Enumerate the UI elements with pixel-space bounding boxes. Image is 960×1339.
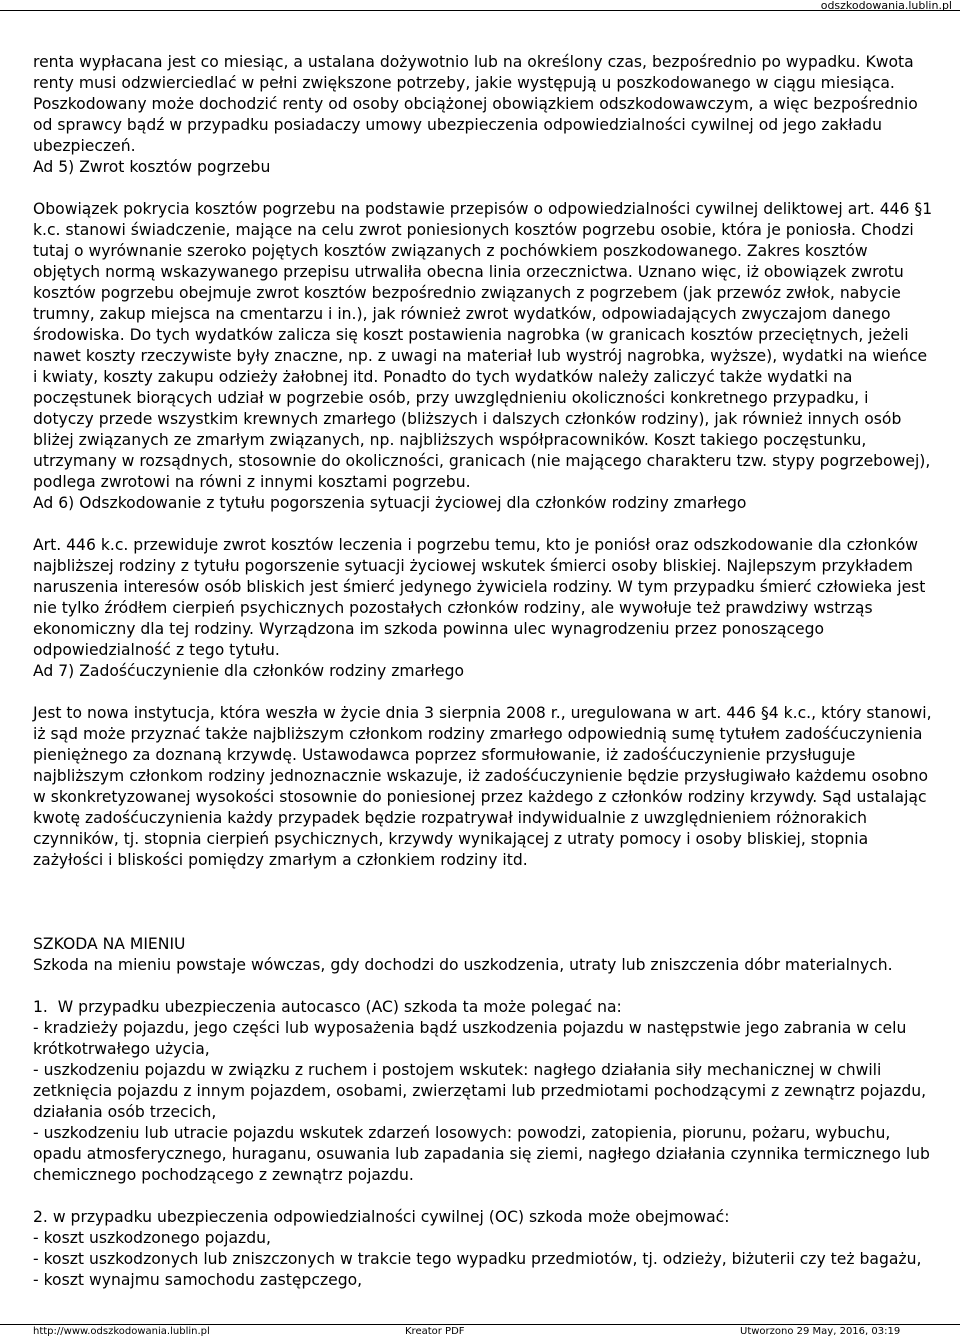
spacer (33, 178, 933, 199)
spacer (33, 871, 933, 913)
spacer (33, 976, 933, 997)
list-item: - uszkodzeniu pojazdu w związku z ruchem i postojem wskutek: nagłego działania siły mechanicznej w chwili zetknięcia pojazdu z innym pojazdem, osobami, zwierzętami lub przedmiotami pochodzącymi z zewnątrz pojazdu, działania osób trzecich, (33, 1061, 932, 1121)
paragraph: renta wypłacana jest co miesiąc, a ustalana dożywotnio lub na określony czas, bezpośrednio po wypadku. Kwota renty musi odzwierciedlać w pełni zwiększone potrzeby, jakie występują u poszkodowanego w ciągu miesiąca. Poszkodowany może dochodzić renty od osoby obciążonej obowiązkiem odszkodowawczym, a więc bezpośrednio od sprawcy bądź w przypadku posiadaczy umowy ubezpieczenia odpowiedzialności cywilnej od jego zakładu ubezpieczeń. (33, 53, 923, 155)
list-item: - kradzieży pojazdu, jego części lub wyposażenia bądź uszkodzenia pojazdu w następstwie jego zabrania w celu krótkotrwałego użycia, (33, 1019, 912, 1058)
footer-generator: Kreator PDF (405, 1326, 465, 1337)
spacer (33, 514, 933, 535)
header-site-name: odszkodowania.lublin.pl (820, 0, 952, 12)
list-item: - koszt uszkodzonego pojazdu, (33, 1229, 271, 1247)
list-heading: 1. W przypadku ubezpieczenia autocasco (AC) szkoda ta może polegać na: (33, 998, 622, 1016)
paragraph: Jest to nowa instytucja, która weszła w życie dnia 3 sierpnia 2008 r., uregulowana w art. 446 §4 k.c., który stanowi, iż sąd może przyznać także najbliższym członkom rodziny zmarłego odpowiednią sumę tytułem zadośćuczynienia pieniężnego za doznaną krzywdę. Ustawodawca poprzez sformułowanie, iż zadośćuczynienie przysługuje najbliższym członkom rodziny jednoznacznie wskazuje, iż zadośćuczynienie będzie przysługiwało każdemu osobno w skonkretyzowanej wysokości stosownie do poniesionej przez każdego z członków rodziny krzywdy. Sąd ustalając kwotę zadośćuczynienia każdy przypadek będzie rozpatrywał indywidualnie z uwzględnieniem różnorakich czynników, tj. stopnia cierpień psychicznych, krzywdy wynikającej z utraty pomocy i osoby bliskiej, stopnia zażyłości i bliskości pomiędzy zmarłym a członkiem rodziny itd. (33, 704, 937, 869)
list-heading: 2. w przypadku ubezpieczenia odpowiedzialności cywilnej (OC) szkoda może obejmować: (33, 1208, 730, 1226)
spacer (33, 682, 933, 703)
section-heading: SZKODA NA MIENIU (33, 935, 186, 953)
spacer (33, 1186, 933, 1207)
section-heading: Ad 5) Zwrot kosztów pogrzebu (33, 158, 271, 176)
section-heading: Ad 7) Zadośćuczynienie dla członków rodziny zmarłego (33, 662, 465, 680)
paragraph: Obowiązek pokrycia kosztów pogrzebu na podstawie przepisów o odpowiedzialności cywilnej deliktowej art. 446 §1 k.c. stanowi świadczenie, mające na celu zwrot poniesionych kosztów pogrzebu osobie, która je poniosła. Chodzi tutaj o wyrównanie szeroko pojętych kosztów związanych z pochówkiem poszkodowanego. Zakres kosztów objętych normą wskazywanego przepisu utrwaliła obecna linia orzecznictwa. Uznano więc, iż obowiązek zwrotu kosztów pogrzebu obejmuje zwrot kosztów bezpośrednio związanych z pogrzebem (jak przewóz zwłok, nabycie trumny, zakup miejsca na cmentarzu i in.), jak również zwrot wydatków, odpowiadających zwyczajom danego środowiska. Do tych wydatków zalicza się koszt postawienia nagrobka (w granicach kosztów przeciętnych, jeżeli nawet koszty rzeczywiste były znaczne, np. z uwagi na materiał lub wystrój nagrobka, wyższe), wydatki na wieńce i kwiaty, koszty zakupu odzieży żałobnej itd. Ponadto do tych wydatków należy zaliczyć także wydatki na poczęstunek biorących udział w pogrzebie osób, przy uwzględnieniu okoliczności konkretnego przypadku, i dotyczy przede wszystkim krewnych zmarłego (bliższych i dalszych członków rodziny), jak również innych osób bliżej związanych ze zmarłym związanych, np. najbliższych współpracowników. Koszt takiego poczęstunku, utrzymany w rozsądnych, stosownie do okoliczności, granicach (nie mającego charakteru tzw. stypy pogrzebowej), podlega zwrotowi na równi z innymi kosztami pogrzebu. (33, 200, 938, 491)
list-item: - koszt uszkodzonych lub zniszczonych w trakcie tego wypadku przedmiotów, tj. odzieży, biżuterii czy też bagażu, (33, 1250, 922, 1268)
list-item: - koszt wynajmu samochodu zastępczego, (33, 1271, 363, 1289)
page-header (0, 0, 960, 11)
footer-created-date: Utworzono 29 May, 2016, 03:19 (740, 1326, 901, 1337)
footer-url-link[interactable]: http://www.odszkodowania.lublin.pl (33, 1326, 210, 1337)
page-footer (0, 1324, 960, 1339)
spacer (33, 913, 933, 934)
list-item: - uszkodzeniu lub utracie pojazdu wskutek zdarzeń losowych: powodzi, zatopienia, piorunu, pożaru, wybuchu, opadu atmosferycznego, huraganu, osuwania lub zapadania się ziemi, nagłego działania czynnika termicznego lub chemicznego pochodzącego z zewnątrz pojazdu. (33, 1124, 935, 1184)
paragraph: Szkoda na mieniu powstaje wówczas, gdy dochodzi do uszkodzenia, utraty lub zniszczenia dóbr materialnych. (33, 956, 893, 974)
paragraph: Art. 446 k.c. przewiduje zwrot kosztów leczenia i pogrzebu temu, kto je poniósł oraz odszkodowanie dla członków najbliższej rodziny z tytułu pogorszenie sytuacji życiowej wskutek śmierci osoby bliskiej. Najlepszym przykładem naruszenia interesów osób bliskich jest śmierć jedynego żywiciela rodziny. W tym przypadku śmierć człowieka jest nie tylko źródłem cierpień psychicznych pozostałych członków rodziny, ale wywołuje też prawdziwy wstrząs ekonomiczny dla tej rodziny. Wyrządzona im szkoda powinna ulec wynagrodzeniu przez ponoszącego odpowiedzialność z tego tytułu. (33, 536, 931, 659)
document-body (33, 52, 938, 1291)
section-heading: Ad 6) Odszkodowanie z tytułu pogorszenia sytuacji życiowej dla członków rodziny zmarłego (33, 494, 747, 512)
